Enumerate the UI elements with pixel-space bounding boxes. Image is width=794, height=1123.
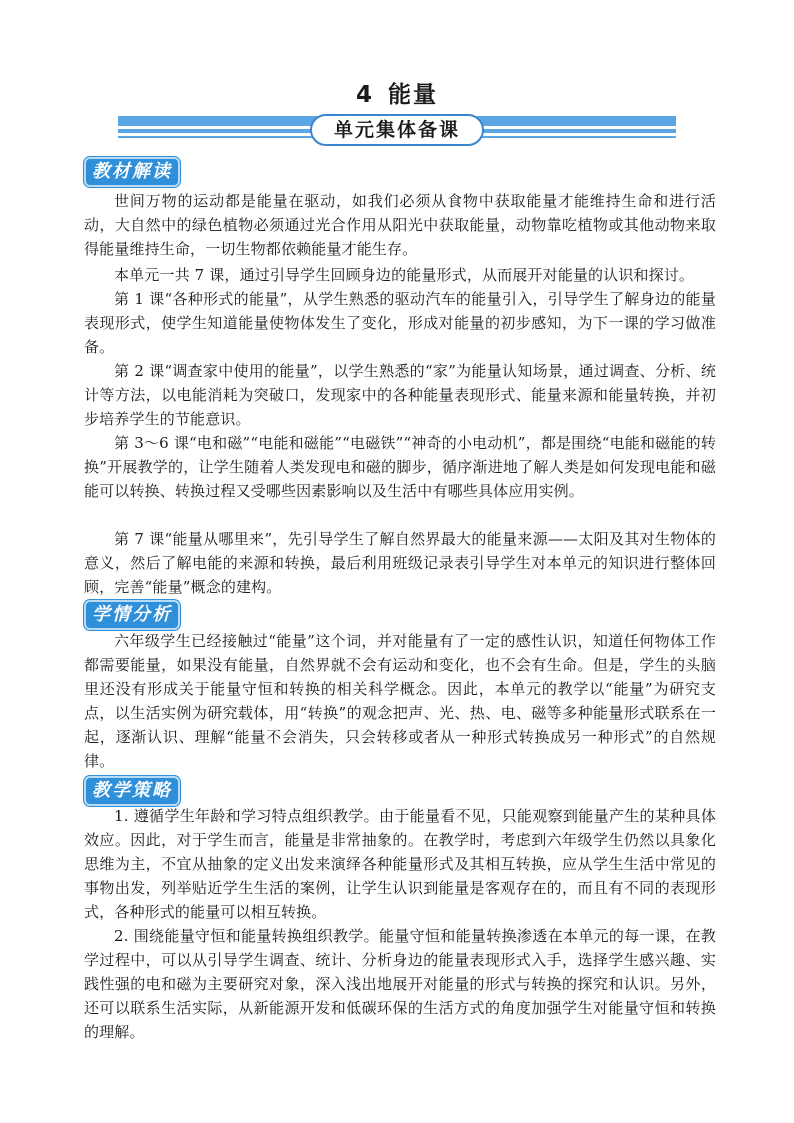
page-title (0, 76, 794, 109)
section-tag-students: 学情分析 (84, 600, 194, 626)
unit-number: 4 (355, 82, 374, 108)
paragraph: 第 7 课“能量从哪里来”，先引导学生了解自然界最大的能量来源——太阳及其对生物体的意义，然后了解电能的来源和转换，最后利用班级记录表引导学生对本单元的知识进行整体回顾，完善“能量”概念的建构。 (84, 530, 716, 596)
paragraph: 六年级学生已经接触过“能量”这个词，并对能量有了一定的感性认识，知道任何物体工作都需要能量，如果没有能量，自然界就不会有运动和变化，也不会有生命。但是，学生的头脑里还没有形成关于能量守恒和转换的相关科学概念。因此，本单元的教学以“能量”为研究支点，以生活实例为研究载体，用“转换”的观念把声、光、热、电、磁等多种能量形式联系在一起，逐渐认识、理解“能量不会消失，只会转移或者从一种形式转换成另一种形式”的自然规律。 (84, 632, 716, 770)
section-tag-textbook: 教材解读 (84, 157, 194, 183)
paragraph: 第 3～6 课“电和磁”“电能和磁能”“电磁铁”“神奇的小电动机”，都是围绕“电能和磁能的转换”开展教学的，让学生随着人类发现电和磁的脚步，循序渐进地了解人类是如何发现电能和磁能可以转换、转换过程又受哪些因素影响以及生活中有哪些具体应用实例。 (84, 434, 716, 500)
paragraph: 1. 遵循学生年龄和学习特点组织教学。由于能量看不见，只能观察到能量产生的某种具体效应。因此，对于学生而言，能量是非常抽象的。在教学时，考虑到六年级学生仍然以具象化思维为主，不宜从抽象的定义出发来演绎各种能量形式及其相互转换，应从学生生活中常见的事物出发，列举贴近学生生活的案例，让学生认识到能量是客观存在的，而且有不同的表现形式，各种形式的能量可以相互转换。 (84, 807, 716, 921)
paragraph: 世间万物的运动都是能量在驱动，如我们必须从食物中获取能量才能维持生命和进行活动，大自然中的绿色植物必须通过光合作用从阳光中获取能量，动物靠吃植物或其他动物来取得能量维持生命，一切生物都依赖能量才能生存。 (84, 192, 716, 258)
paragraph: 2. 围绕能量守恒和能量转换组织教学。能量守恒和能量转换渗透在本单元的每一课，在教学过程中，可以从引导学生调查、统计、分析身边的能量表现形式入手，选择学生感兴趣、实践性强的电和磁为主要研究对象，深入浅出地展开对能量的形式与转换的探究和认识。另外，还可以联系生活实际，从新能源开发和低碳环保的生活方式的角度加强学生对能量守恒和转换的理解。 (84, 927, 716, 1041)
unit-title: 能量 (388, 82, 438, 108)
paragraph: 本单元一共 7 课，通过引导学生回顾身边的能量形式，从而展开对能量的认识和探讨。 (114, 266, 695, 284)
paragraph: 第 2 课“调查家中使用的能量”，以学生熟悉的“家”为能量认知场景，通过调查、分析、统计等方法，以电能消耗为突破口，发现家中的各种能量表现形式、能量来源和能量转换，并初步培养学生的节能意识。 (84, 362, 716, 428)
section-banner (118, 114, 676, 148)
paragraph: 第 1 课“各种形式的能量”，从学生熟悉的驱动汽车的能量引入，引导学生了解身边的能量表现形式，使学生知道能量使物体发生了变化，形成对能量的初步感知，为下一课的学习做准备。 (84, 290, 716, 356)
section-tag-strategy: 教学策略 (84, 776, 194, 802)
banner-label: 单元集体备课 (310, 114, 484, 146)
